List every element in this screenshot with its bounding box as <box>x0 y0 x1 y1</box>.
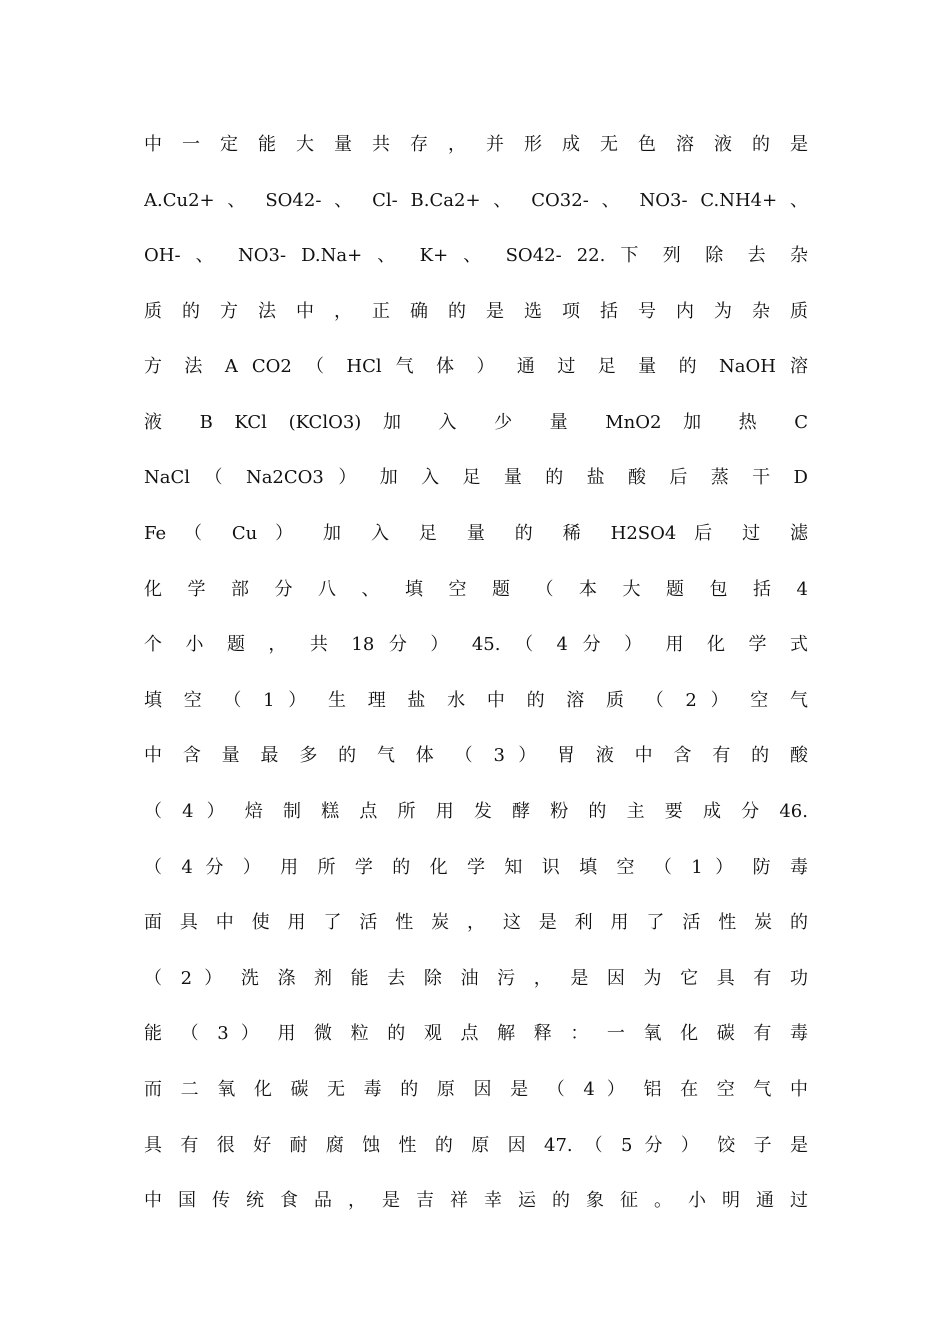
text-line: 能 （ 3 ） 用 微 粒 的 观 点 解 释 ： 一 氧 化 碳 有 毒 <box>144 1023 808 1044</box>
text-line: （ 2 ） 洗 涤 剂 能 去 除 油 污 ， 是 因 为 它 具 有 功 <box>144 968 808 989</box>
text-line: 质 的 方 法 中 ， 正 确 的 是 选 项 括 号 内 为 杂 质 <box>144 301 808 322</box>
text-line: 方 法 A CO2 （ HCl 气 体 ） 通 过 足 量 的 NaOH 溶 <box>144 356 808 377</box>
text-line: 具 有 很 好 耐 腐 蚀 性 的 原 因 47. （ 5 分 ） 饺 子 是 <box>144 1135 808 1156</box>
text-line: 中 含 量 最 多 的 气 体 （ 3 ） 胃 液 中 含 有 的 酸 <box>144 745 808 766</box>
text-line: 而 二 氧 化 碳 无 毒 的 原 因 是 （ 4 ） 铝 在 空 气 中 <box>144 1079 808 1100</box>
text-line: A.Cu2+ 、 SO42- 、 Cl- B.Ca2+ 、 CO32- 、 NO3- C.NH4+ 、 <box>144 190 808 211</box>
text-line: 个 小 题 ， 共 18 分 ） 45. （ 4 分 ） 用 化 学 式 <box>144 634 808 655</box>
text-line: （ 4 ） 焙 制 糕 点 所 用 发 酵 粉 的 主 要 成 分 46. <box>144 801 808 822</box>
text-line: 液 B KCl (KClO3) 加 入 少 量 MnO2 加 热 C <box>144 412 808 433</box>
text-line: （ 4 分 ） 用 所 学 的 化 学 知 识 填 空 （ 1 ） 防 毒 <box>144 857 808 878</box>
text-line: NaCl （ Na2CO3 ） 加 入 足 量 的 盐 酸 后 蒸 干 D <box>144 467 808 488</box>
text-line: 填 空 （ 1 ） 生 理 盐 水 中 的 溶 质 （ 2 ） 空 气 <box>144 690 808 711</box>
text-line: Fe （ Cu ） 加 入 足 量 的 稀 H2SO4 后 过 滤 <box>144 523 808 544</box>
text-line: 中 一 定 能 大 量 共 存 ， 并 形 成 无 色 溶 液 的 是 <box>144 134 808 155</box>
text-line: OH- 、 NO3- D.Na+ 、 K+ 、 SO42- 22. 下 列 除 去 杂 <box>144 245 808 266</box>
text-line: 面 具 中 使 用 了 活 性 炭 ， 这 是 利 用 了 活 性 炭 的 <box>144 912 808 933</box>
text-line: 化 学 部 分 八 、 填 空 题 （ 本 大 题 包 括 4 <box>144 579 808 600</box>
text-line: 中 国 传 统 食 品 ， 是 吉 祥 幸 运 的 象 征 。 小 明 通 过 <box>144 1190 808 1211</box>
